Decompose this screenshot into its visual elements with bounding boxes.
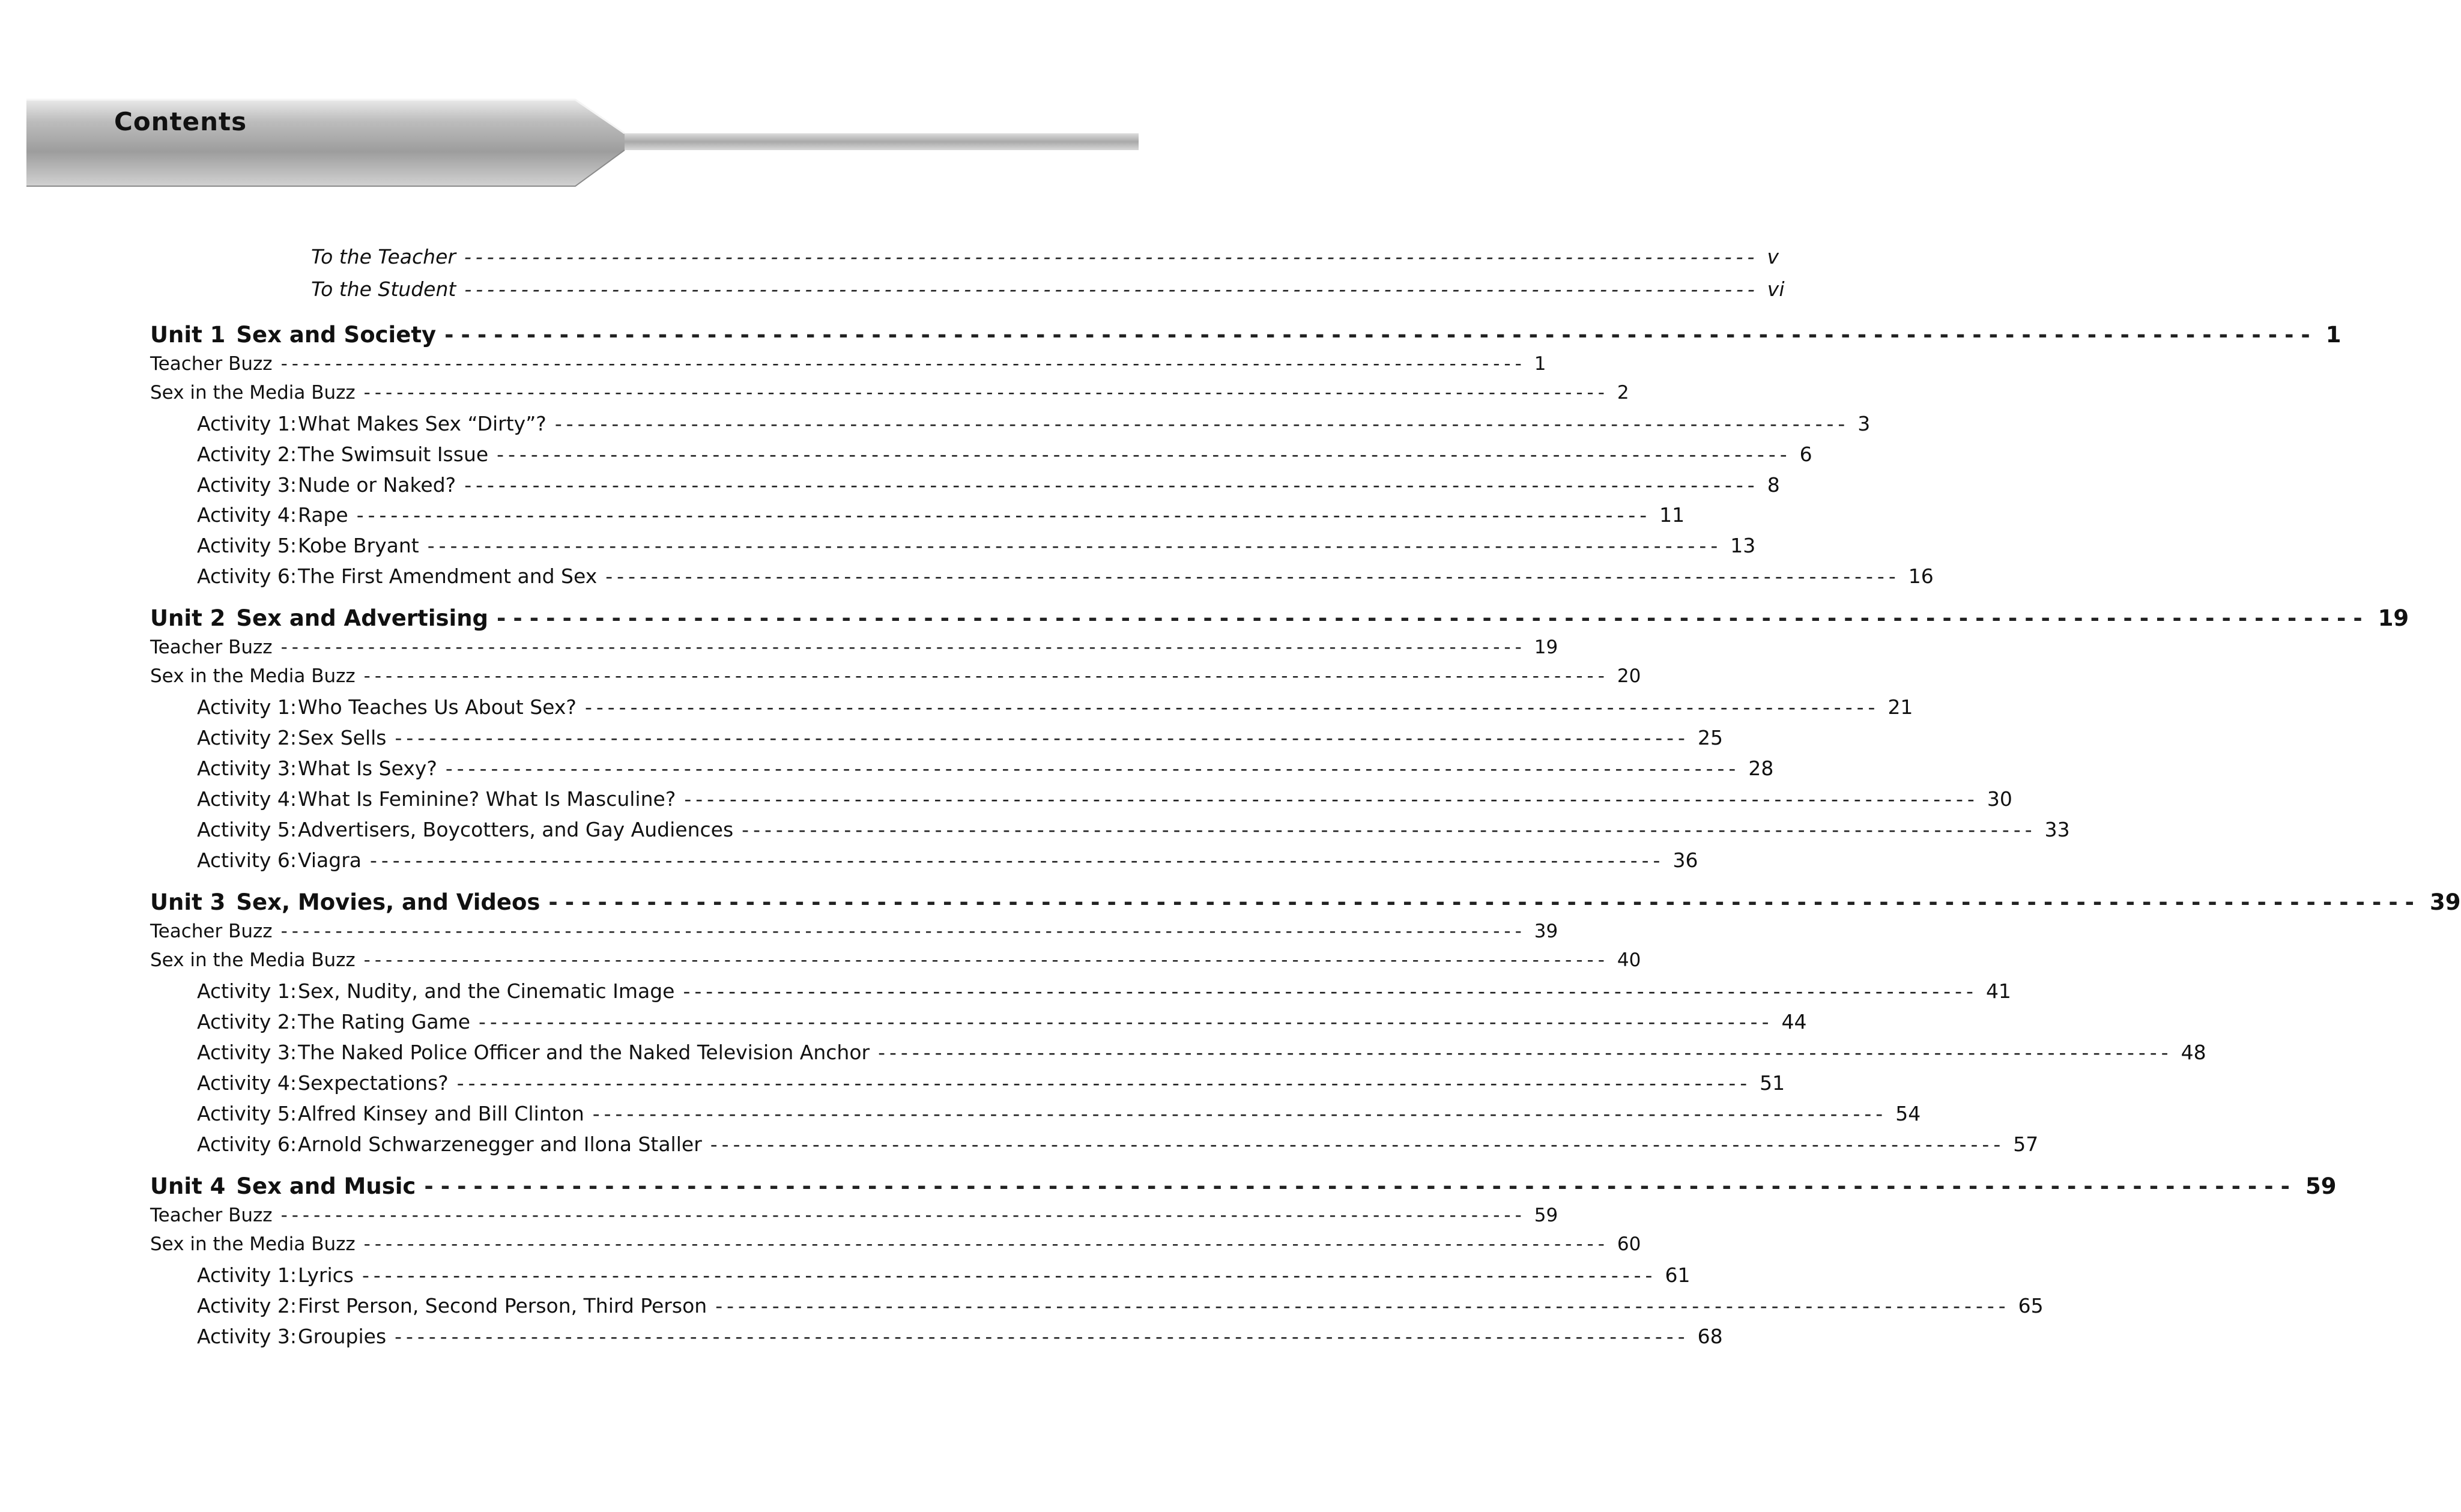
page-number: 20 (1617, 665, 1641, 687)
page-number: 39 (2430, 889, 2461, 915)
dot-leader: ------------------------------------------------------------------------------------------------------------------ (280, 637, 1526, 658)
page-number: 19 (2378, 605, 2409, 631)
activity-number: Activity 4: (197, 787, 297, 811)
unit-title: Sex and Advertising (236, 605, 489, 631)
activity-entry[interactable] (197, 1041, 2206, 1064)
activity-title: The Swimsuit Issue (298, 443, 489, 466)
activity-number: Activity 1: (197, 1263, 297, 1287)
entry-title: Teacher Buzz (150, 1205, 273, 1226)
activity-entry[interactable] (197, 818, 2070, 841)
buzz-entry[interactable] (150, 353, 1546, 375)
activity-number: Activity 3: (197, 473, 297, 497)
activity-title: The Rating Game (298, 1010, 470, 1033)
dot-leader: ------------------------------------------------------------------------------------------------------------------ (363, 382, 1609, 404)
page-number: 65 (2018, 1294, 2044, 1317)
activity-number: Activity 6: (197, 564, 297, 588)
dot-leader: ------------------------------------------------------------------------------------------------------------------ (362, 1263, 1657, 1287)
activity-entry[interactable] (197, 979, 2011, 1003)
activity-number: Activity 1: (197, 695, 297, 719)
activity-title: What Makes Sex “Dirty”? (298, 412, 546, 435)
dot-leader: ------------------------------------------------------------------------------------------------------------------ (363, 1233, 1609, 1255)
page-number: 61 (1665, 1263, 1691, 1287)
activity-entry[interactable] (197, 1010, 1807, 1033)
dot-leader: ------------------------------------------------------------------------------------------------------------------ (684, 787, 1979, 811)
dot-leader: ------------------------------------------------------------------------------------------------------------------ (395, 1325, 1689, 1348)
activity-number: Activity 5: (197, 534, 297, 557)
buzz-entry[interactable] (150, 1205, 1558, 1226)
page-number: 28 (1748, 757, 1774, 780)
activity-title: What Is Sexy? (298, 757, 437, 780)
page-number: 41 (1985, 979, 2011, 1003)
entry-title: To the Student (311, 277, 456, 301)
activity-title: Viagra (298, 848, 362, 872)
entry-title: Sex in the Media Buzz (150, 665, 356, 687)
page-number: 16 (1908, 564, 1934, 588)
unit-heading[interactable] (150, 322, 2341, 348)
page-title: Contents (114, 107, 247, 136)
buzz-entry[interactable] (150, 949, 1641, 971)
page-number: v (1767, 245, 1779, 268)
activity-title: Nude or Naked? (298, 473, 456, 497)
activity-number: Activity 1: (197, 412, 297, 435)
dot-leader: ------------------------------------------------------------------------------------------------------------------ (710, 1132, 2005, 1156)
dot-leader: ------------------------------------------------------------------------------------------------------------------ (464, 277, 1759, 301)
activity-entry[interactable] (197, 412, 1871, 435)
banner-shape (0, 0, 1169, 204)
unit-number: Unit 3 (150, 889, 226, 915)
activity-number: Activity 3: (197, 757, 297, 780)
dot-leader: ------------------------------------------------------------------------------------------------------------------ (395, 726, 1689, 749)
activity-entry[interactable] (197, 443, 1812, 466)
page-number: 68 (1697, 1325, 1723, 1348)
activity-entry[interactable] (197, 1263, 1691, 1287)
activity-entry[interactable] (197, 564, 1934, 588)
page-number: 51 (1760, 1071, 1785, 1095)
dot-leader: ------------------------------------------------------------------------------------------------------------------ (715, 1294, 2010, 1317)
page-number: 19 (1534, 637, 1558, 658)
page-number: 30 (1987, 787, 2012, 811)
buzz-entry[interactable] (150, 921, 1558, 942)
activity-title: Sex, Nudity, and the Cinematic Image (298, 979, 675, 1003)
header-banner (0, 0, 1169, 204)
page-number: 54 (1895, 1102, 1921, 1125)
page-number: 40 (1617, 949, 1641, 971)
page-number: 6 (1799, 443, 1812, 466)
activity-entry[interactable] (197, 726, 1723, 749)
activity-title: Who Teaches Us About Sex? (298, 695, 577, 719)
activity-entry[interactable] (197, 503, 1685, 527)
page-number: 59 (2305, 1173, 2337, 1199)
activity-entry[interactable] (197, 1102, 1921, 1125)
activity-title: What Is Feminine? What Is Masculine? (298, 787, 676, 811)
page-number: 39 (1534, 921, 1558, 942)
unit-heading[interactable] (150, 889, 2461, 915)
activity-entry[interactable] (197, 1294, 2044, 1317)
entry-title: Teacher Buzz (150, 353, 273, 375)
activity-entry[interactable] (197, 1132, 2039, 1156)
activity-entry[interactable] (197, 1325, 1723, 1348)
page-number: 60 (1617, 1233, 1641, 1255)
page-number: 33 (2044, 818, 2070, 841)
page-number: 59 (1534, 1205, 1558, 1226)
dot-leader: ------------------------------------------------------------------------------------------------------------------ (584, 695, 1880, 719)
activity-number: Activity 2: (197, 1010, 297, 1033)
dot-leader: ------------------------------------------------------------------------------------------------------------------ (742, 818, 2036, 841)
activity-number: Activity 4: (197, 1071, 297, 1095)
unit-title: Sex, Movies, and Videos (236, 889, 540, 915)
activity-number: Activity 3: (197, 1041, 297, 1064)
activity-title: Lyrics (298, 1263, 354, 1287)
dot-leader: ------------------------------------------------------------------------------------------------------------------ (464, 473, 1759, 497)
activity-title: Advertisers, Boycotters, and Gay Audiences (298, 818, 734, 841)
activity-title: Kobe Bryant (298, 534, 419, 557)
activity-title: The First Amendment and Sex (298, 564, 598, 588)
unit-number: Unit 4 (150, 1173, 226, 1199)
page-number: 11 (1659, 503, 1685, 527)
activity-title: Sex Sells (298, 726, 387, 749)
page-number: vi (1767, 277, 1785, 301)
dot-leader: ------------------------------------------------------------------------------------------------------------------ (497, 605, 2370, 631)
dot-leader: ------------------------------------------------------------------------------------------------------------------ (444, 322, 2317, 348)
activity-entry[interactable] (197, 848, 1698, 872)
activity-title: Arnold Schwarzenegger and Ilona Staller (298, 1132, 702, 1156)
activity-entry[interactable] (197, 473, 1780, 497)
activity-number: Activity 1: (197, 979, 297, 1003)
activity-number: Activity 5: (197, 1102, 297, 1125)
dot-leader: ------------------------------------------------------------------------------------------------------------------ (356, 503, 1651, 527)
dot-leader: ------------------------------------------------------------------------------------------------------------------ (548, 889, 2422, 915)
page-number: 13 (1730, 534, 1756, 557)
entry-title: Sex in the Media Buzz (150, 382, 356, 404)
activity-entry[interactable] (197, 1071, 1785, 1095)
dot-leader: ------------------------------------------------------------------------------------------------------------------ (427, 534, 1722, 557)
activity-title: Groupies (298, 1325, 387, 1348)
activity-number: Activity 2: (197, 726, 297, 749)
buzz-entry[interactable] (150, 1233, 1641, 1255)
dot-leader: ------------------------------------------------------------------------------------------------------------------ (445, 757, 1740, 780)
buzz-entry[interactable] (150, 382, 1629, 404)
page-number: 3 (1857, 412, 1871, 435)
dot-leader: ------------------------------------------------------------------------------------------------------------------ (280, 1205, 1526, 1226)
dot-leader: ------------------------------------------------------------------------------------------------------------------ (878, 1041, 2173, 1064)
unit-number: Unit 2 (150, 605, 226, 631)
activity-entry[interactable] (197, 787, 2012, 811)
dot-leader: ------------------------------------------------------------------------------------------------------------------ (479, 1010, 1773, 1033)
front-matter-entry[interactable] (311, 245, 1779, 268)
buzz-entry[interactable] (150, 637, 1558, 658)
activity-title: First Person, Second Person, Third Person (298, 1294, 707, 1317)
dot-leader: ------------------------------------------------------------------------------------------------------------------ (280, 921, 1526, 942)
dot-leader: ------------------------------------------------------------------------------------------------------------------ (369, 848, 1665, 872)
front-matter-entry[interactable] (311, 277, 1785, 301)
activity-number: Activity 2: (197, 1294, 297, 1317)
activity-title: Alfred Kinsey and Bill Clinton (298, 1102, 584, 1125)
activity-number: Activity 4: (197, 503, 297, 527)
activity-number: Activity 5: (197, 818, 297, 841)
dot-leader: ------------------------------------------------------------------------------------------------------------------ (683, 979, 1978, 1003)
activity-title: The Naked Police Officer and the Naked Television Anchor (298, 1041, 870, 1064)
dot-leader: ------------------------------------------------------------------------------------------------------------------ (280, 353, 1526, 375)
activity-number: Activity 6: (197, 1132, 297, 1156)
page-number: 25 (1697, 726, 1723, 749)
activity-number: Activity 6: (197, 848, 297, 872)
page-number: 57 (2013, 1132, 2039, 1156)
dot-leader: ------------------------------------------------------------------------------------------------------------------ (592, 1102, 1887, 1125)
page-number: 21 (1887, 695, 1913, 719)
entry-title: Sex in the Media Buzz (150, 1233, 356, 1255)
dot-leader: ------------------------------------------------------------------------------------------------------------------ (464, 245, 1759, 268)
page-number: 1 (2325, 322, 2341, 348)
dot-leader: ------------------------------------------------------------------------------------------------------------------ (363, 949, 1609, 971)
activity-number: Activity 3: (197, 1325, 297, 1348)
page-number: 36 (1672, 848, 1698, 872)
activity-entry[interactable] (197, 695, 1913, 719)
dot-leader: ------------------------------------------------------------------------------------------------------------------ (497, 443, 1791, 466)
activity-entry[interactable] (197, 534, 1756, 557)
activity-number: Activity 2: (197, 443, 297, 466)
unit-heading[interactable] (150, 605, 2409, 631)
dot-leader: ------------------------------------------------------------------------------------------------------------------ (456, 1071, 1752, 1095)
page-number: 8 (1767, 473, 1780, 497)
entry-title: Teacher Buzz (150, 921, 273, 942)
buzz-entry[interactable] (150, 665, 1641, 687)
entry-title: To the Teacher (311, 245, 456, 268)
page-number: 1 (1534, 353, 1546, 375)
activity-entry[interactable] (197, 757, 1774, 780)
page-number: 44 (1781, 1010, 1807, 1033)
dot-leader: ------------------------------------------------------------------------------------------------------------------ (605, 564, 1900, 588)
entry-title: Teacher Buzz (150, 637, 273, 658)
entry-title: Sex in the Media Buzz (150, 949, 356, 971)
activity-title: Rape (298, 503, 348, 527)
unit-heading[interactable] (150, 1173, 2337, 1199)
unit-number: Unit 1 (150, 322, 226, 348)
dot-leader: ------------------------------------------------------------------------------------------------------------------ (554, 412, 1850, 435)
unit-title: Sex and Music (236, 1173, 416, 1199)
page-number: 48 (2181, 1041, 2206, 1064)
page-number: 2 (1617, 382, 1629, 404)
dot-leader: ------------------------------------------------------------------------------------------------------------------ (424, 1173, 2297, 1199)
unit-title: Sex and Society (236, 322, 437, 348)
dot-leader: ------------------------------------------------------------------------------------------------------------------ (363, 665, 1609, 687)
activity-title: Sexpectations? (298, 1071, 449, 1095)
